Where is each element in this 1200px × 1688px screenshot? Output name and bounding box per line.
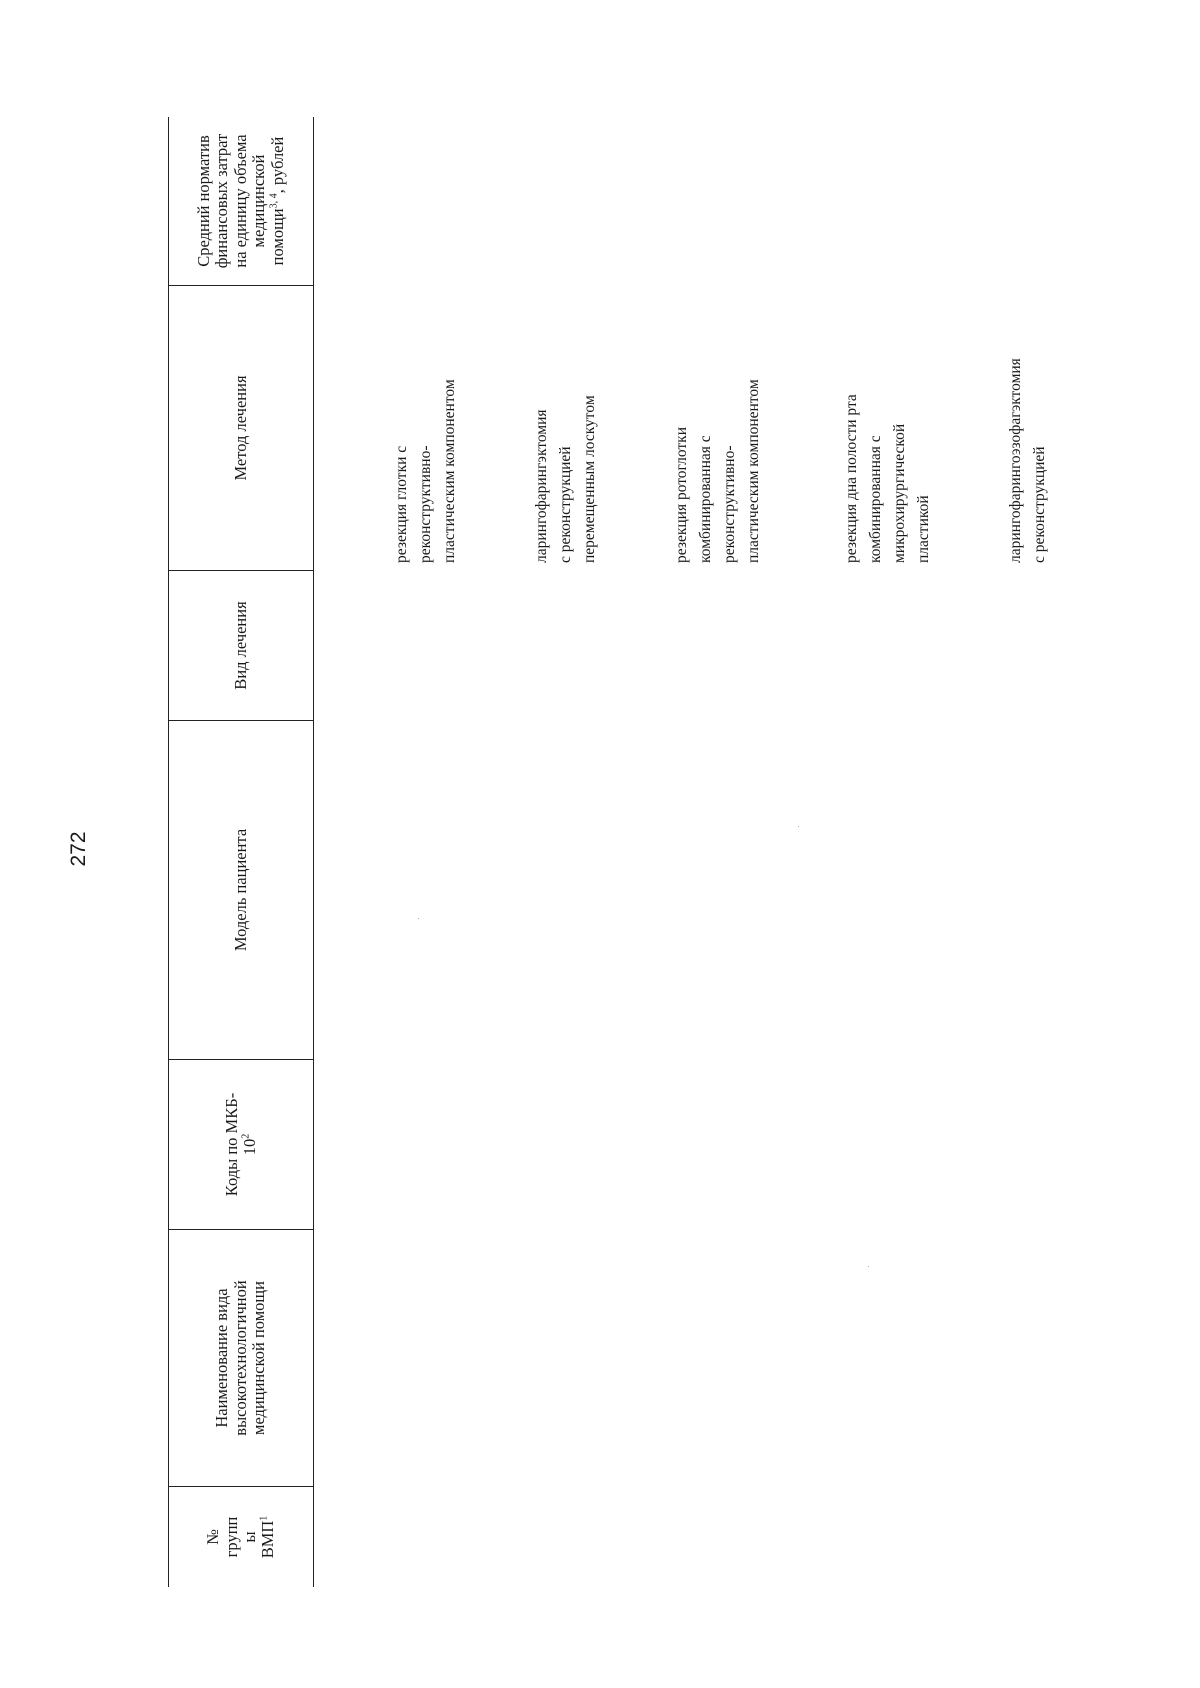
scan-speck	[868, 1266, 869, 1267]
method-entry: резекция ротоглотки комбинированная с реконструктивно- пластическим компонентом	[673, 379, 763, 563]
header-icd10-codes: Коды по МКБ- $10^2$	[169, 1060, 313, 1230]
treatment-methods-column	[168, 117, 1049, 1587]
method-entry: ларингофарингоэзофагэктомия с реконструкцией	[1007, 358, 1049, 563]
method-entry: ларингофарингэктомия с реконструкцией перемещенным лоскутом	[533, 395, 599, 563]
header-group-number: № групп ы ВМП$^1$	[203, 1515, 278, 1559]
header-patient-model: Модель пациента	[169, 721, 313, 1060]
scan-speck	[798, 826, 799, 827]
rotated-table-sheet	[168, 117, 1049, 1587]
header-treatment-method: Метод лечения	[169, 286, 313, 571]
scan-speck	[418, 918, 419, 919]
page-number: 272	[67, 831, 90, 867]
header-treatment-type: Вид лечения	[169, 571, 313, 721]
header-hmp-type-name: Наименование вида высокотехнологичной медицинской помощи	[169, 1230, 313, 1487]
method-entry: резекция глотки с реконструктивно- пластическим компонентом	[393, 379, 459, 563]
header-avg-cost-standard: Средний норматив финансовых затрат на единицу объема медицинской помощи$^{3, 4}$, рублей	[169, 117, 313, 286]
method-entry: резекция дна полости рта комбинированная с микрохирургической пластикой	[843, 394, 933, 563]
